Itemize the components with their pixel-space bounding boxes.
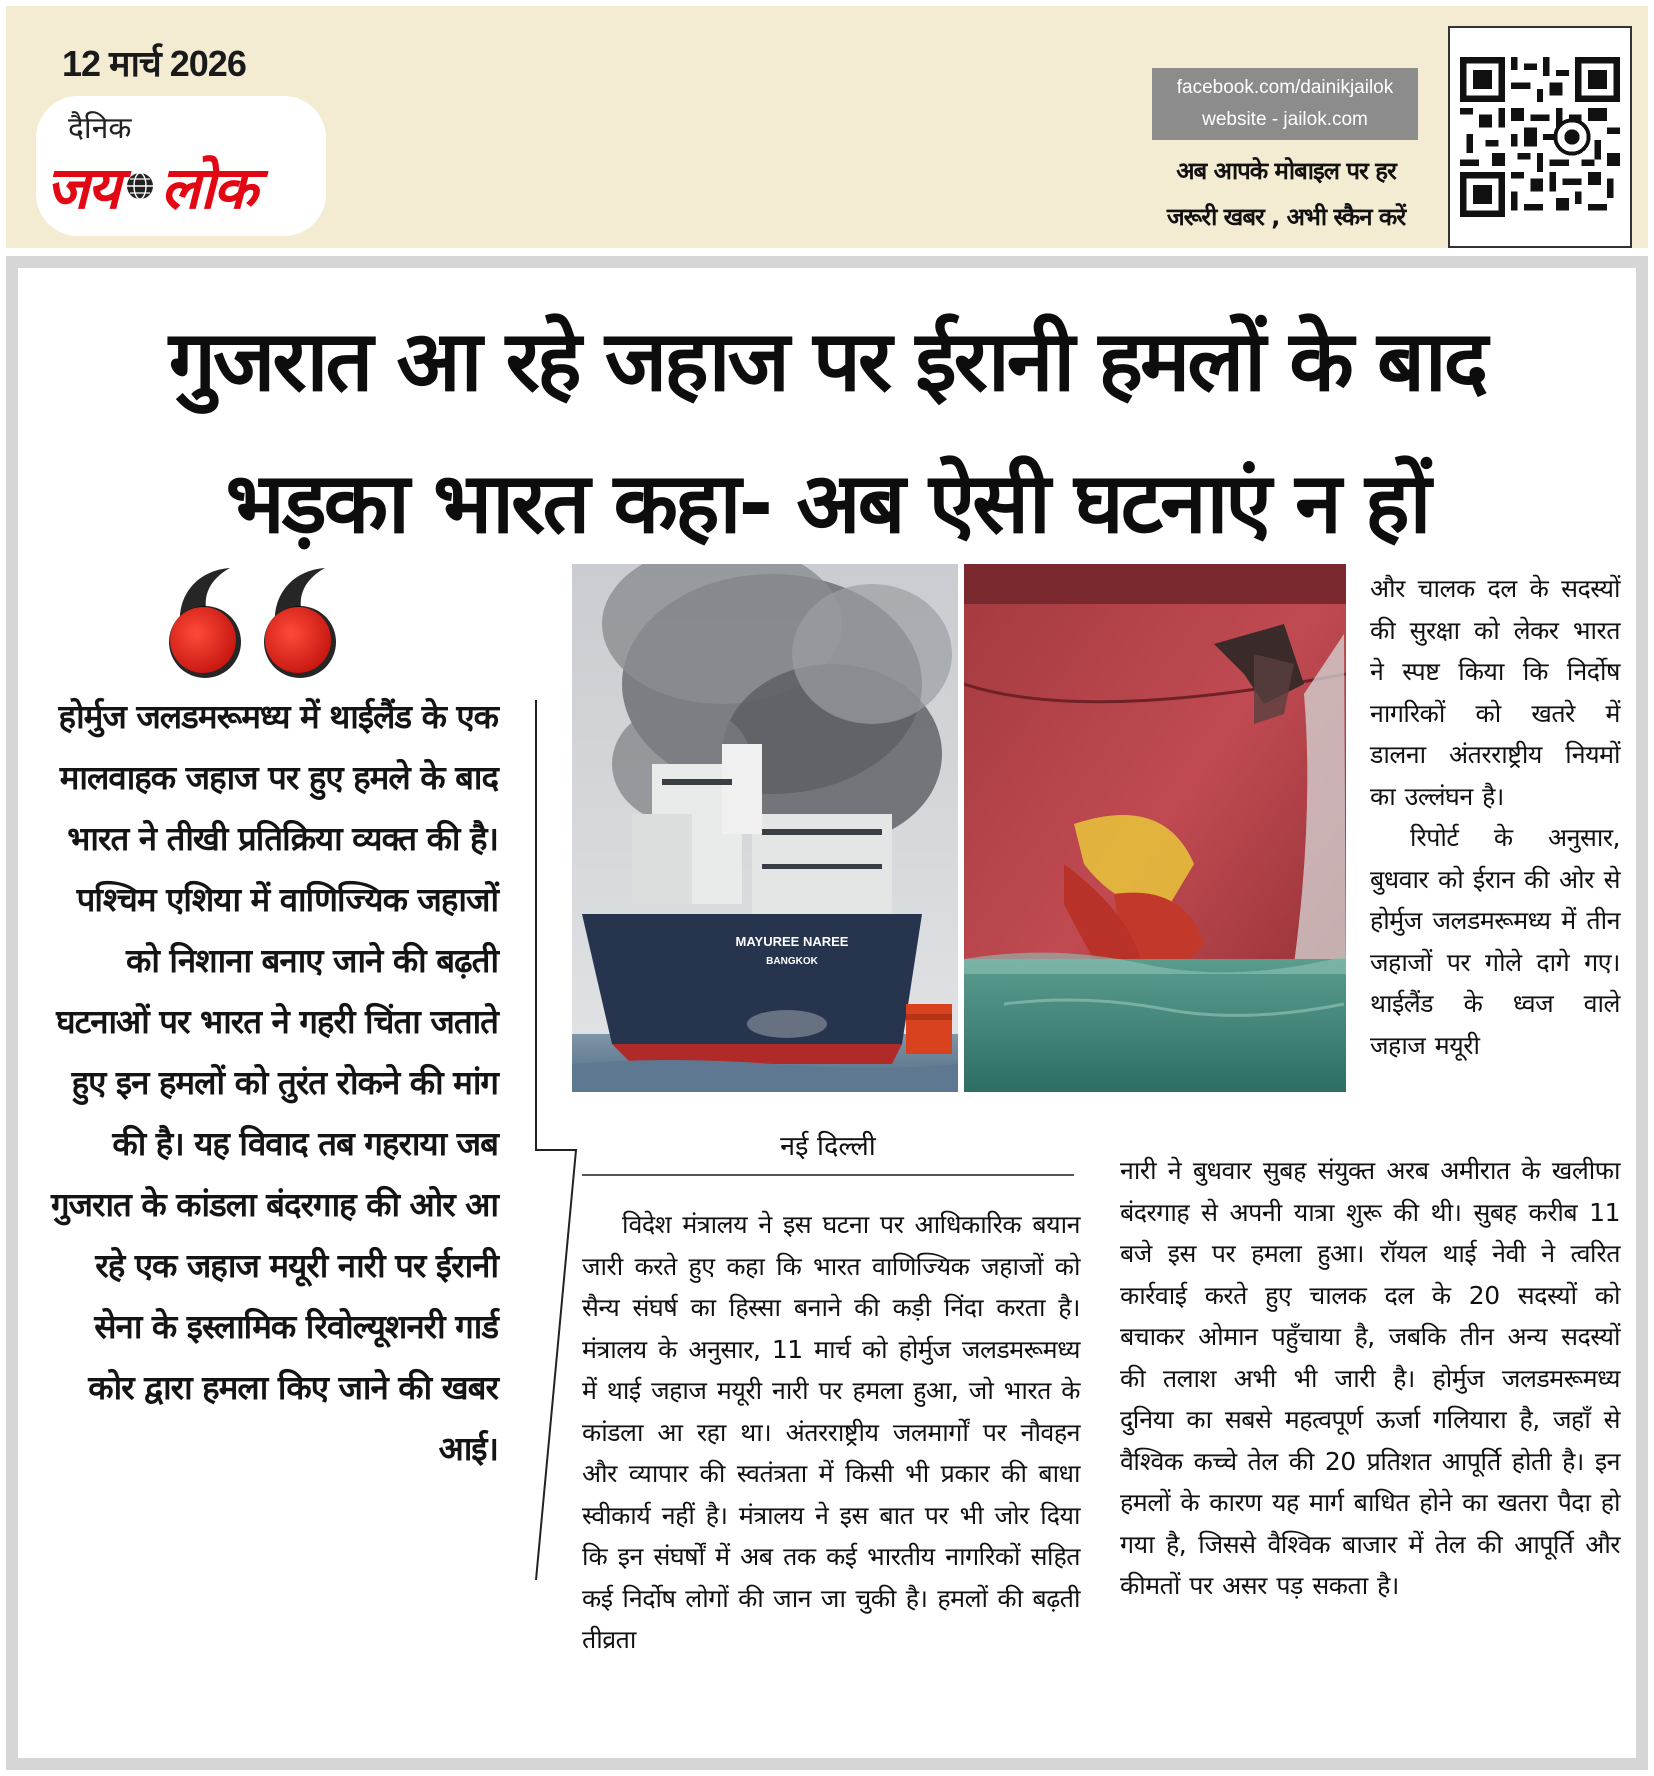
headline-line-2: भड़का भारत कहा- अब ऐसी घटनाएं न हों [225, 454, 1429, 552]
ship-port-text: BANGKOK [766, 956, 818, 967]
social-links [1152, 68, 1418, 140]
promo-line-2: जरूरी खबर , अभी स्कैन करें [1166, 203, 1406, 231]
article-column-right-upper [1370, 568, 1620, 1066]
byline-dateline: नई दिल्ली [780, 1131, 876, 1162]
website-link[interactable]: website - jailok.com [1202, 109, 1368, 130]
promo-line-1: अब आपके मोबाइल पर हर [1176, 157, 1396, 185]
logo-daily-label: दैनिक [68, 111, 132, 146]
masthead [6, 6, 1648, 248]
ship-name-text: MAYUREE NAREE [735, 934, 849, 949]
newspaper-logo[interactable] [36, 96, 326, 236]
photo-hull-damage[interactable] [964, 564, 1346, 1092]
article-column-middle [582, 1204, 1080, 1661]
logo-word-jai: जय [46, 154, 119, 222]
logo-word-lok: लोक [160, 154, 256, 222]
byline-divider [582, 1174, 1074, 1176]
photo-burning-ship[interactable] [572, 564, 958, 1092]
facebook-link[interactable]: facebook.com/dainikjailok [1176, 77, 1394, 98]
quote-mark-icon [160, 562, 350, 682]
right-paragraph-2: रिपोर्ट के अनुसार, बुधवार को ईरान की ओर से होर्मुज जलडमरूमध्य में तीन जहाजों पर गोले दागे गए। थाईलैंड के ध्वज वाले जहाज मयूरी [1370, 823, 1620, 1060]
middle-paragraph: विदेश मंत्रालय ने इस घटना पर आधिकारिक बयान जारी करते हुए कहा कि भारत वाणिज्यिक जहाजों को सैन्य संघर्ष का हिस्सा बनाने की कड़ी निंदा करता है। मंत्रालय के अनुसार, 11 मार्च को होर्मुज जलडमरूमध्य में थाई जहाज मयूरी नारी पर हमला हुआ, जो भारत के कांडला आ रहा था। अंतरराष्ट्रीय जलमार्गों पर नौवहन और व्यापार की स्वतंत्रता में किसी भी प्रकार की बाधा स्वीकार्य नहीं है। मंत्रालय ने इस बात पर भी जोर दिया कि इन संघर्षों में अब तक कई भारतीय नागरिकों सहित कई निर्दोष लोगों की जान जा चुकी है। हमलों की बढ़ती तीव्रता [582, 1210, 1080, 1654]
article-column-right-lower [1120, 1150, 1620, 1607]
qr-code-icon [1460, 57, 1620, 217]
issue-date: 12 मार्च 2026 [62, 43, 246, 84]
right-paragraph-3: नारी ने बुधवार सुबह संयुक्त अरब अमीरात के खलीफा बंदरगाह से अपनी यात्रा शुरू की थी। सुबह करीब 11 बजे इस पर हमला हुआ। रॉयल थाई नेवी ने त्वरित कार्रवाई करते हुए चालक दल के 20 सदस्यों को बचाकर ओमान पहुँचाया है, जबकि तीन अन्य सदस्यों की तलाश अभी भी जारी है। होर्मुज जलडमरूमध्य दुनिया का सबसे महत्वपूर्ण ऊर्जा गलियारा है, जहाँ से वैश्विक कच्चे तेल की 20 प्रतिशत आपूर्ति होती है। इन हमलों के कारण यह मार्ग बाधित होने का खतरा पैदा हो गया है, जिससे वैश्विक बाजार में तेल की आपूर्ति और कीमतों पर असर पड़ सकता है। [1120, 1156, 1620, 1600]
logo-name [46, 146, 256, 225]
headline-line-1: गुजरात आ रहे जहाज पर ईरानी हमलों के बाद [168, 312, 1486, 410]
globe-icon [125, 171, 155, 201]
pull-quote: होर्मुज जलडमरूमध्य में थाईलैंड के एक मालवाहक जहाज पर हुए हमले के बाद भारत ने तीखी प्रतिक्रिया व्यक्त की है। पश्चिम एशिया में वाणिज्यिक जहाजों को निशाना बनाए जाने की बढ़ती घटनाओं पर भारत ने गहरी चिंता जताते हुए इन हमलों को तुरंत रोकने की मांग की है। यह विवाद तब गहराया जब गुजरात के कांडला बंदरगाह की ओर आ रहे एक जहाज मयूरी नारी पर ईरानी सेना के इस्लामिक रिवोल्यूशनरी गार्ड कोर द्वारा हमला किए जाने की खबर आई। [50, 697, 498, 1468]
right-paragraph-1: और चालक दल के सदस्यों की सुरक्षा को लेकर भारत ने स्पष्ट किया कि निर्दोष नागरिकों को खतरे में डालना अंतरराष्ट्रीय नियमों का उल्लंघन है। [1370, 574, 1620, 811]
mobile-promo [1128, 148, 1444, 240]
qr-code[interactable] [1448, 26, 1632, 248]
